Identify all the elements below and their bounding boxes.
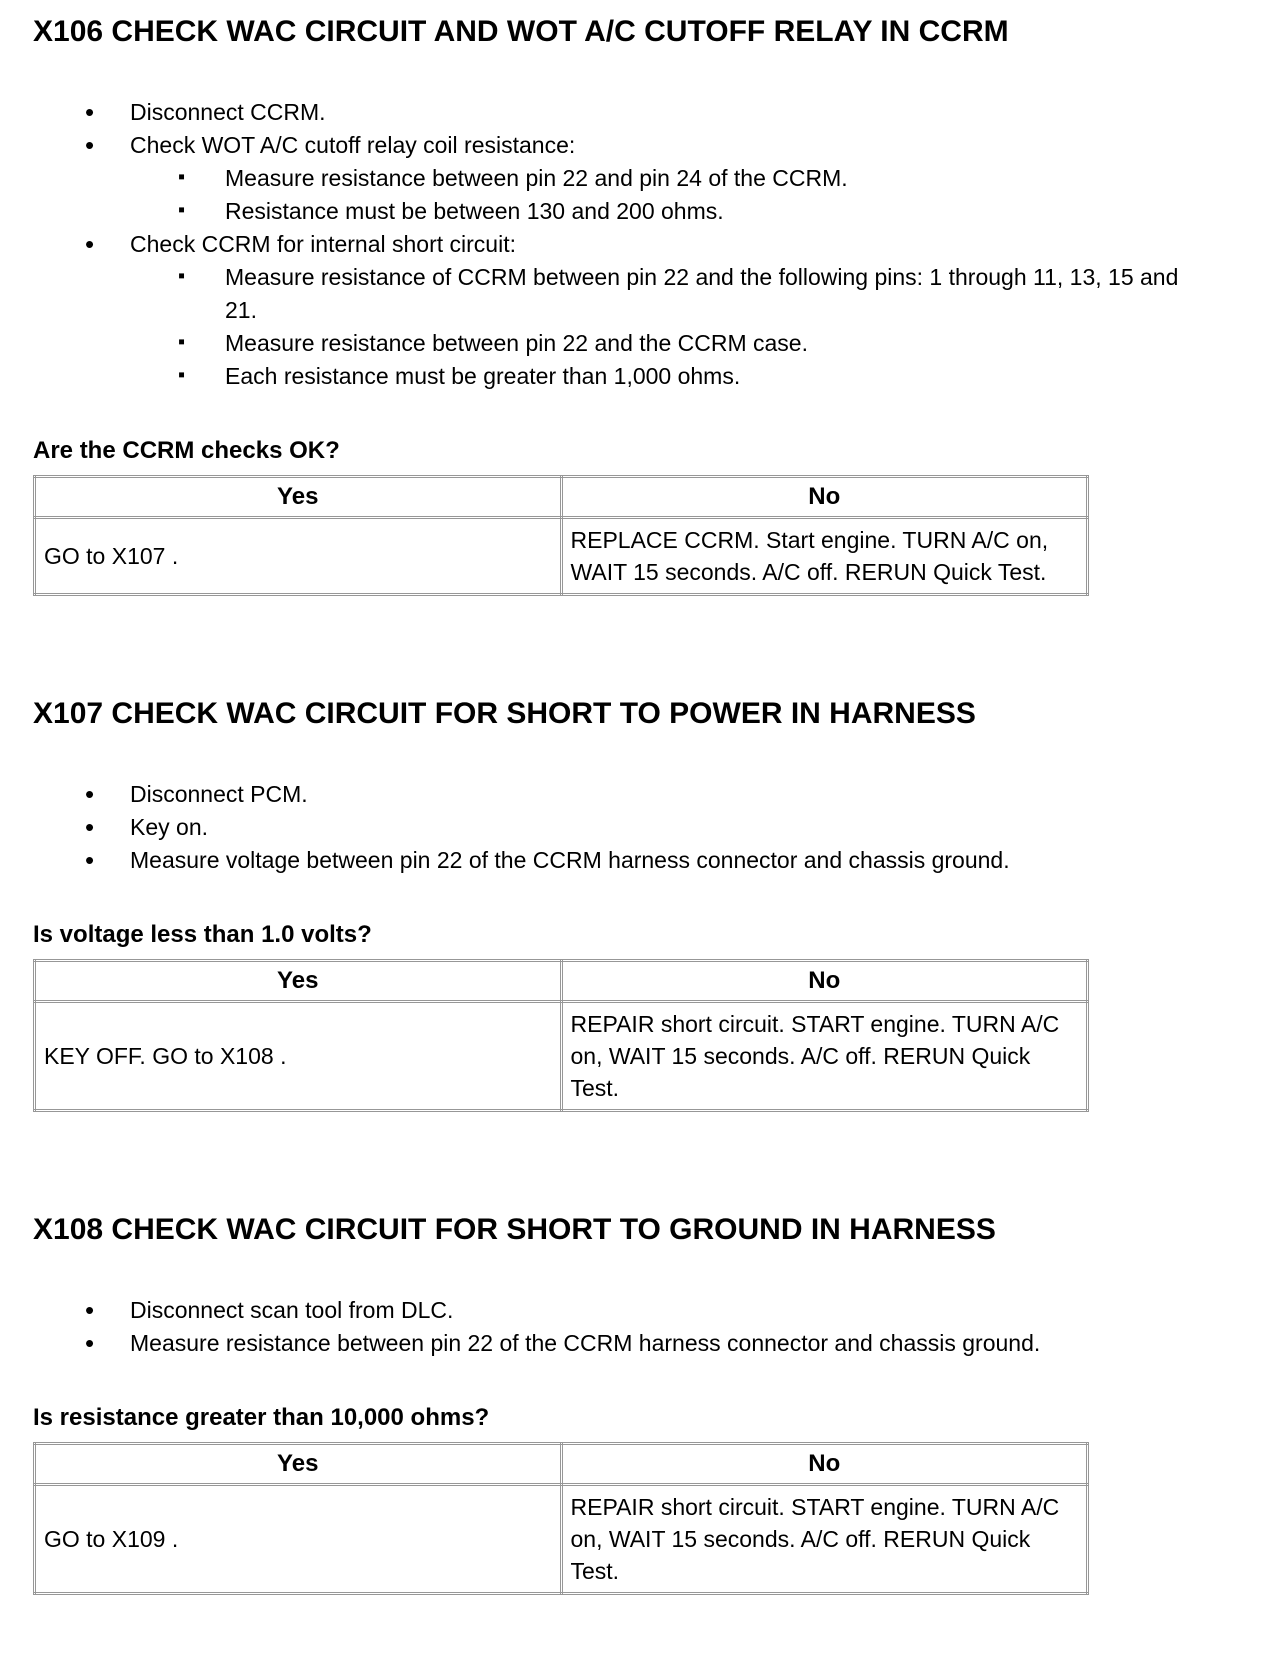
decision-question: Is resistance greater than 10,000 ohms? bbox=[33, 1404, 490, 1431]
no-header: No bbox=[561, 477, 1088, 518]
decision-body-row bbox=[35, 518, 1088, 595]
no-cell: REPAIR short circuit. START engine. TURN A/C on, WAIT 15 seconds. A/C off. RERUN Quick Test. bbox=[561, 1002, 1088, 1111]
decision-question: Is voltage less than 1.0 volts? bbox=[33, 921, 372, 948]
sub-bullet-item bbox=[130, 162, 1200, 195]
sub-bullet-text: Measure resistance between pin 22 and the CCRM case. bbox=[225, 330, 808, 356]
decision-body-row bbox=[35, 1485, 1088, 1594]
sub-bullet-list bbox=[130, 261, 1200, 393]
sub-bullet-list bbox=[130, 162, 1200, 228]
bullet-text: Disconnect PCM. bbox=[130, 781, 308, 807]
bullet-text: Measure resistance between pin 22 of the CCRM harness connector and chassis ground. bbox=[130, 1330, 1041, 1356]
no-cell: REPAIR short circuit. START engine. TURN A/C on, WAIT 15 seconds. A/C off. RERUN Quick Test. bbox=[561, 1485, 1088, 1594]
sub-bullet-text: Each resistance must be greater than 1,000 ohms. bbox=[225, 363, 741, 389]
sub-bullet-item bbox=[130, 195, 1200, 228]
bullet-text: Measure voltage between pin 22 of the CCRM harness connector and chassis ground. bbox=[130, 847, 1010, 873]
bullet-text: Check WOT A/C cutoff relay coil resistance: bbox=[130, 132, 576, 158]
decision-table bbox=[33, 475, 1089, 596]
no-cell: REPLACE CCRM. Start engine. TURN A/C on, WAIT 15 seconds. A/C off. RERUN Quick Test. bbox=[561, 518, 1088, 595]
section-title: X106 CHECK WAC CIRCUIT AND WOT A/C CUTOFF RELAY IN CCRM bbox=[33, 15, 1009, 48]
yes-header: Yes bbox=[35, 477, 562, 518]
bullet-text: Disconnect CCRM. bbox=[130, 99, 326, 125]
bullet-text: Disconnect scan tool from DLC. bbox=[130, 1297, 454, 1323]
no-header: No bbox=[561, 961, 1088, 1002]
bullet-item bbox=[33, 1294, 1200, 1327]
section-title: X107 CHECK WAC CIRCUIT FOR SHORT TO POWER IN HARNESS bbox=[33, 697, 976, 730]
sub-bullet-item bbox=[130, 261, 1200, 327]
decision-header-row bbox=[35, 961, 1088, 1002]
section-title: X108 CHECK WAC CIRCUIT FOR SHORT TO GROUND IN HARNESS bbox=[33, 1213, 996, 1246]
bullet-item bbox=[33, 844, 1200, 877]
no-header: No bbox=[561, 1444, 1088, 1485]
yes-cell: GO to X107 . bbox=[35, 518, 562, 595]
decision-header-row bbox=[35, 477, 1088, 518]
bullet-item bbox=[33, 129, 1200, 228]
bullet-item bbox=[33, 228, 1200, 393]
decision-table bbox=[33, 959, 1089, 1112]
bullet-list bbox=[33, 96, 1200, 393]
decision-question: Are the CCRM checks OK? bbox=[33, 437, 340, 464]
decision-body-row bbox=[35, 1002, 1088, 1111]
bullet-item bbox=[33, 811, 1200, 844]
sub-bullet-item bbox=[130, 327, 1200, 360]
bullet-item bbox=[33, 778, 1200, 811]
bullet-list bbox=[33, 778, 1200, 877]
bullet-list bbox=[33, 1294, 1200, 1360]
sub-bullet-text: Measure resistance of CCRM between pin 22 and the following pins: 1 through 11, 13, 15 and 21. bbox=[225, 264, 1179, 323]
section-x108 bbox=[33, 1212, 1200, 1595]
yes-header: Yes bbox=[35, 1444, 562, 1485]
yes-cell: KEY OFF. GO to X108 . bbox=[35, 1002, 562, 1111]
yes-header: Yes bbox=[35, 961, 562, 1002]
decision-table bbox=[33, 1442, 1089, 1595]
bullet-text: Check CCRM for internal short circuit: bbox=[130, 231, 516, 257]
decision-header-row bbox=[35, 1444, 1088, 1485]
sub-bullet-item bbox=[130, 360, 1200, 393]
bullet-item bbox=[33, 1327, 1200, 1360]
sub-bullet-text: Resistance must be between 130 and 200 ohms. bbox=[225, 198, 724, 224]
yes-cell: GO to X109 . bbox=[35, 1485, 562, 1594]
bullet-text: Key on. bbox=[130, 814, 208, 840]
section-x106 bbox=[33, 14, 1200, 596]
section-x107 bbox=[33, 696, 1200, 1112]
bullet-item bbox=[33, 96, 1200, 129]
sub-bullet-text: Measure resistance between pin 22 and pin 24 of the CCRM. bbox=[225, 165, 848, 191]
